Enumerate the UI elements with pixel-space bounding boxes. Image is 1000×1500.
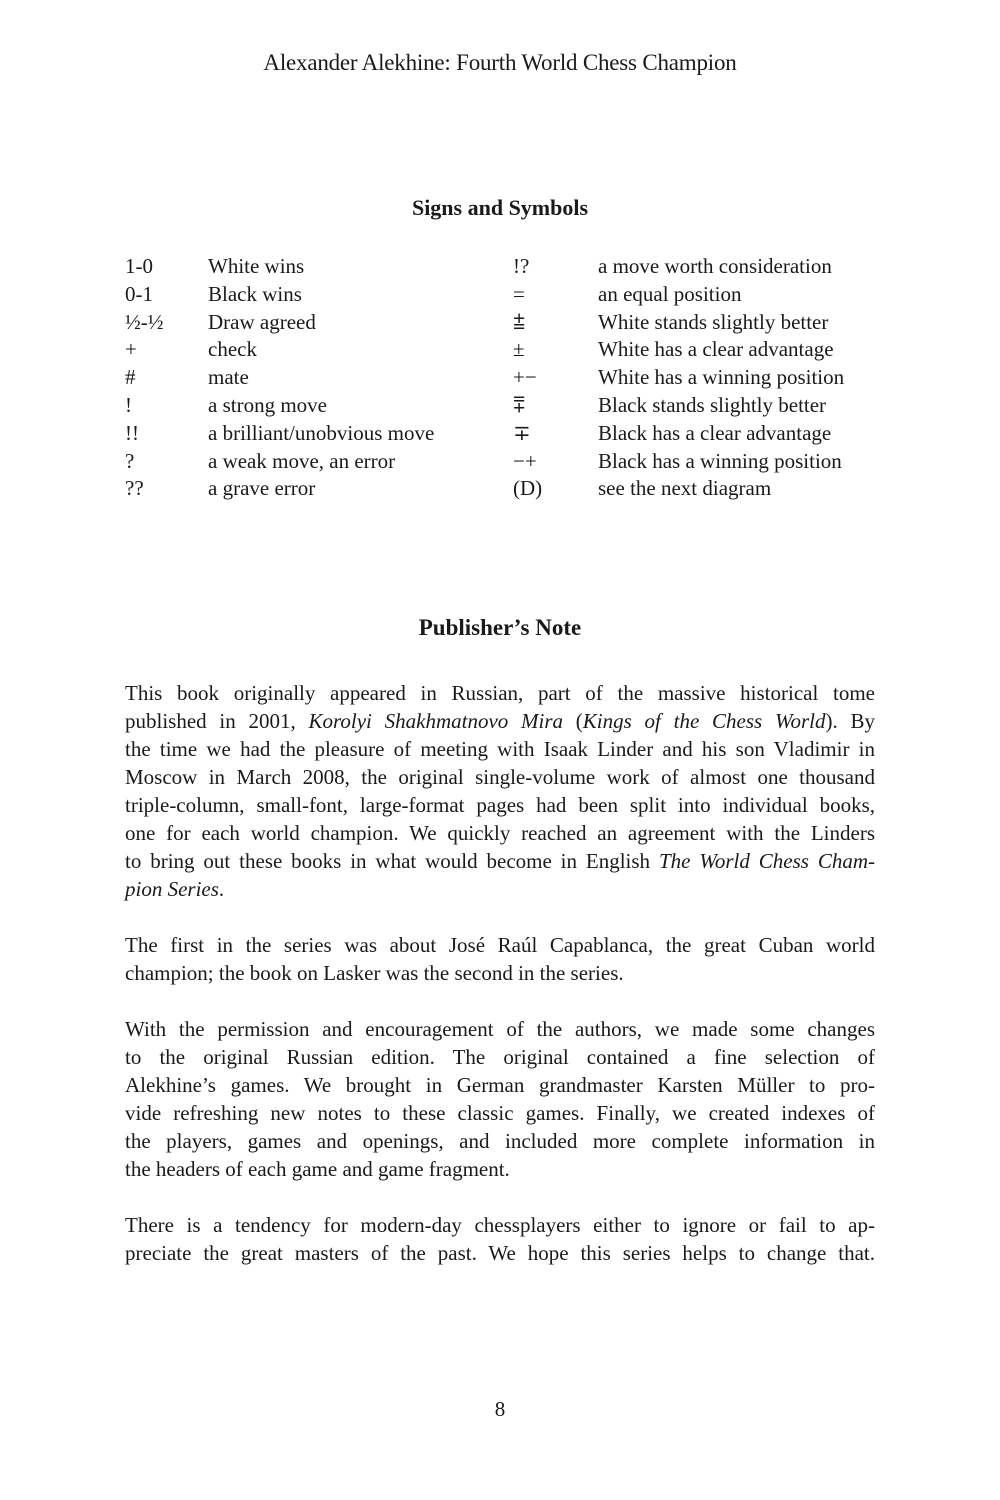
- symbol-row: [125, 253, 885, 281]
- text-line: the players, games and openings, and included more complete information in: [125, 1129, 875, 1153]
- text-line: vide refreshing new notes to these classic games. Finally, we created indexes of: [125, 1101, 875, 1125]
- symbol: #: [125, 365, 136, 390]
- symbol: +: [125, 337, 137, 362]
- text-line: Alekhine’s games. We brought in German grandmaster Karsten Müller to pro-: [125, 1073, 875, 1097]
- symbol-row: [125, 281, 885, 309]
- symbol: ⩲: [513, 309, 526, 334]
- symbol-meaning: a grave error: [208, 476, 316, 501]
- symbol-meaning: a strong move: [208, 392, 327, 417]
- symbol: 0-1: [125, 281, 153, 306]
- symbol-meaning: mate: [208, 365, 249, 390]
- text-line: This book originally appeared in Russian, part of the massive historical tome: [125, 681, 875, 705]
- symbol: +−: [513, 365, 537, 390]
- text-line: to the original Russian edition. The original contained a fine selection of: [125, 1045, 875, 1069]
- symbol-meaning: a move worth consideration: [598, 254, 832, 278]
- text-line: published in 2001, Korolyi Shakhmatnovo Mira (Kings of the Chess World). By: [125, 709, 876, 733]
- text-line: triple-column, small-font, large-format pages had been split into individual books,: [125, 793, 875, 817]
- text-line: champion; the book on Lasker was the second in the series.: [125, 961, 624, 985]
- paragraph: [125, 679, 875, 903]
- signs-symbols-title: Signs and Symbols: [411, 195, 589, 220]
- symbol: ±: [513, 337, 525, 362]
- symbol-meaning: a weak move, an error: [208, 448, 396, 473]
- symbol: ??: [125, 476, 144, 501]
- symbol-meaning: White has a clear advantage: [598, 337, 834, 362]
- symbol-row: [125, 392, 885, 420]
- symbol-row: [125, 448, 885, 476]
- symbol-meaning: Draw agreed: [208, 309, 316, 334]
- paragraph: [125, 1015, 875, 1183]
- symbol: (D): [513, 476, 543, 501]
- paragraph: [125, 1211, 875, 1267]
- publishers-note-body: [125, 679, 875, 1267]
- page-number: 8: [494, 1397, 506, 1421]
- text-line: to bring out these books in what would become in English The World Chess Cham-: [125, 849, 875, 873]
- symbol-row: [125, 420, 885, 448]
- symbol-meaning: Black has a winning position: [598, 448, 842, 473]
- text-line: With the permission and encouragement of the authors, we made some changes: [125, 1017, 875, 1041]
- symbol-meaning: Black stands slightly better: [598, 392, 827, 417]
- symbol: 1-0: [125, 254, 153, 278]
- text-line: Moscow in March 2008, the original single-volume work of almost one thousand: [125, 765, 875, 789]
- text-line: There is a tendency for modern-day chessplayers either to ignore or fail to ap-: [125, 1213, 875, 1237]
- symbol-meaning: an equal position: [598, 281, 742, 306]
- symbol: ∓: [513, 420, 531, 445]
- text-line: pion Series.: [125, 877, 225, 901]
- text-line: The first in the series was about José Raúl Capablanca, the great Cuban world: [125, 933, 875, 957]
- symbol-row: [125, 309, 885, 337]
- symbol: ?: [125, 448, 135, 473]
- symbols-table: [125, 253, 885, 503]
- symbol-meaning: Black has a clear advantage: [598, 420, 832, 445]
- text-line: preciate the great masters of the past. We hope this series helps to change that.: [125, 1241, 875, 1265]
- symbol: !: [125, 392, 132, 417]
- symbol: !!: [125, 420, 139, 445]
- text-line: the time we had the pleasure of meeting with Isaak Linder and his son Vladimir in: [125, 737, 875, 761]
- symbol-row: [125, 364, 885, 392]
- symbol: ⩱: [513, 392, 526, 417]
- symbol-meaning: White wins: [208, 254, 305, 278]
- symbol: =: [513, 281, 525, 306]
- symbol-meaning: Black wins: [208, 281, 302, 306]
- running-head: Alexander Alekhine: Fourth World Chess Champion: [263, 50, 737, 75]
- symbol-meaning: White has a winning position: [598, 365, 845, 390]
- symbol: ½-½: [125, 309, 164, 334]
- symbol-row: [125, 336, 885, 364]
- symbol: −+: [513, 448, 537, 473]
- symbol-meaning: check: [208, 337, 257, 362]
- symbol-meaning: White stands slightly better: [598, 309, 829, 334]
- paragraph: [125, 931, 875, 987]
- symbol-meaning: a brilliant/unobvious move: [208, 420, 435, 445]
- symbol-row: [125, 475, 885, 503]
- text-line: the headers of each game and game fragment.: [125, 1157, 510, 1181]
- text-line: one for each world champion. We quickly reached an agreement with the Linders: [125, 821, 875, 845]
- publishers-note-title: Publisher’s Note: [418, 615, 582, 640]
- symbol: !?: [513, 254, 530, 278]
- symbol-meaning: see the next diagram: [598, 476, 772, 501]
